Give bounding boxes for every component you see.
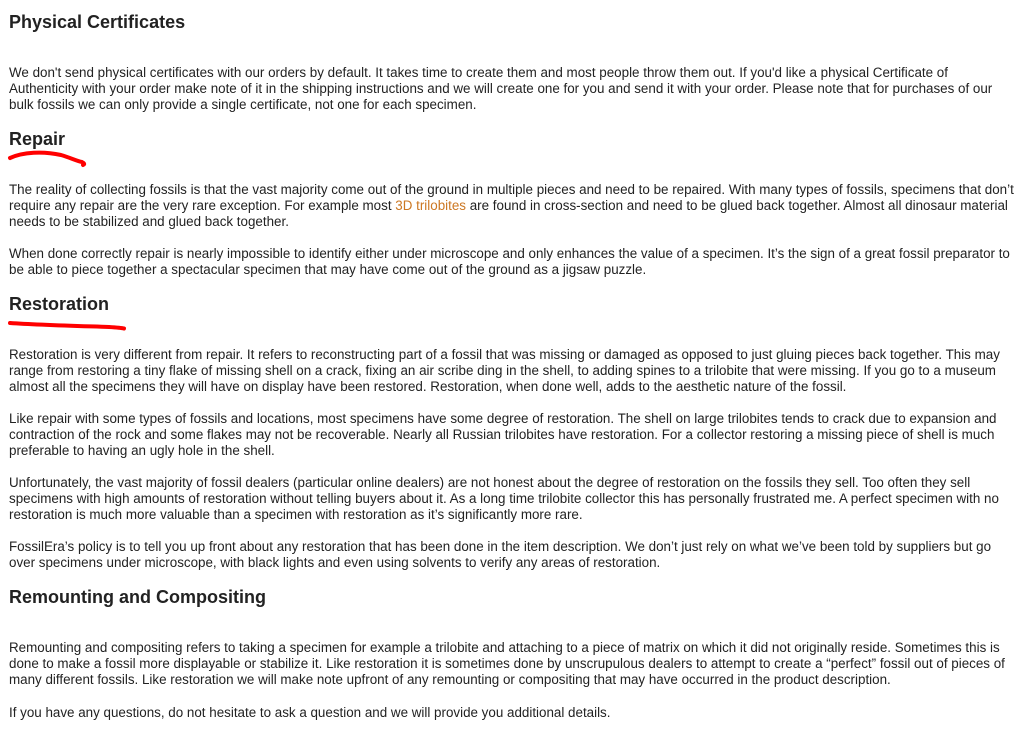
repair-paragraph-1: The reality of collecting fossils is that the vast majority come out of the ground in multiple pieces and need to be repaired. With many types of fossils, specimens that don’t require any repair are the very rare exception. For example most 3D trilobites are found in cross-section and need to be glued back together. Almost all dinosaur material needs to be stabilized and glued back together. bbox=[9, 182, 1014, 230]
certificates-paragraph: We don't send physical certificates with our orders by default. It takes time to create them and most people throw them out. If you'd like a physical Certificate of Authenticity with your order make note of it in the shipping instructions and we will create one for you and send it with your order. Please note that for purchases of our bulk fossils we can only provide a single certificate, not one for each specimen. bbox=[9, 65, 993, 113]
red-underline-mark-repair bbox=[9, 150, 91, 170]
link-3d-trilobites[interactable]: 3D trilobites bbox=[395, 198, 466, 214]
repair-paragraph-2: When done correctly repair is nearly impossible to identify either under microscope and only enhances the value of a specimen. It’s the sign of a great fossil preparator to be able to piece together a spectacular specimen that may have come out of the ground as a jigsaw puzzle. bbox=[9, 246, 1010, 278]
remounting-paragraph-1: Remounting and compositing refers to taking a specimen for example a trilobite and attaching to a piece of matrix on which it did not originally reside. Sometimes this is done to make a fossil more displayable or stabilize it. Like restoration it is sometimes done by unscrupulous dealers to attempt to create a “perfect” fossil out of pieces of many different fossils. Like restoration we will make note upfront of any remounting or compositing that may have occurred in the product description. bbox=[9, 640, 1005, 688]
remounting-paragraph-2: If you have any questions, do not hesitate to ask a question and we will provide you additional details. bbox=[9, 705, 611, 720]
restoration-paragraph-3: Unfortunately, the vast majority of fossil dealers (particular online dealers) are not honest about the degree of restoration on the fossils they sell. Too often they sell specimens with high amounts of restoration without telling buyers about it. As a long time trilobite collector this has personally frustrated me. A perfect specimen with no restoration is much more valuable than a specimen with restoration as it’s significantly more rare. bbox=[9, 475, 999, 523]
red-underline-mark-restoration bbox=[9, 318, 131, 334]
restoration-paragraph-1: Restoration is very different from repair. It refers to reconstructing part of a fossil that was missing or damaged as opposed to just gluing pieces back together. This may range from restoring a tiny flake of missing shell on a crack, fixing an air scribe ding in the shell, to adding spines to a trilobite that were missing. If you go to a museum almost all the specimens they will have on display have been restored. Restoration, when done well, adds to the aesthetic nature of the fossil. bbox=[9, 347, 1000, 395]
heading-remounting-compositing: Remounting and Compositing bbox=[9, 587, 266, 607]
restoration-paragraph-2: Like repair with some types of fossils and locations, most specimens have some degree of restoration. The shell on large trilobites tends to crack due to expansion and contraction of the rock and some flakes may not be recoverable. Nearly all Russian trilobites have restoration. For a collector restoring a missing piece of shell is much preferable to having an ugly hole in the shell. bbox=[9, 411, 997, 459]
heading-physical-certificates: Physical Certificates bbox=[9, 12, 186, 32]
heading-repair: Repair bbox=[9, 129, 66, 149]
heading-restoration: Restoration bbox=[9, 294, 110, 314]
restoration-paragraph-4: FossilEra’s policy is to tell you up front about any restoration that has been done in the item description. We don’t just rely on what we’ve been told by suppliers but go over specimens under microscope, with black lights and even using solvents to verify any areas of restoration. bbox=[9, 539, 992, 571]
